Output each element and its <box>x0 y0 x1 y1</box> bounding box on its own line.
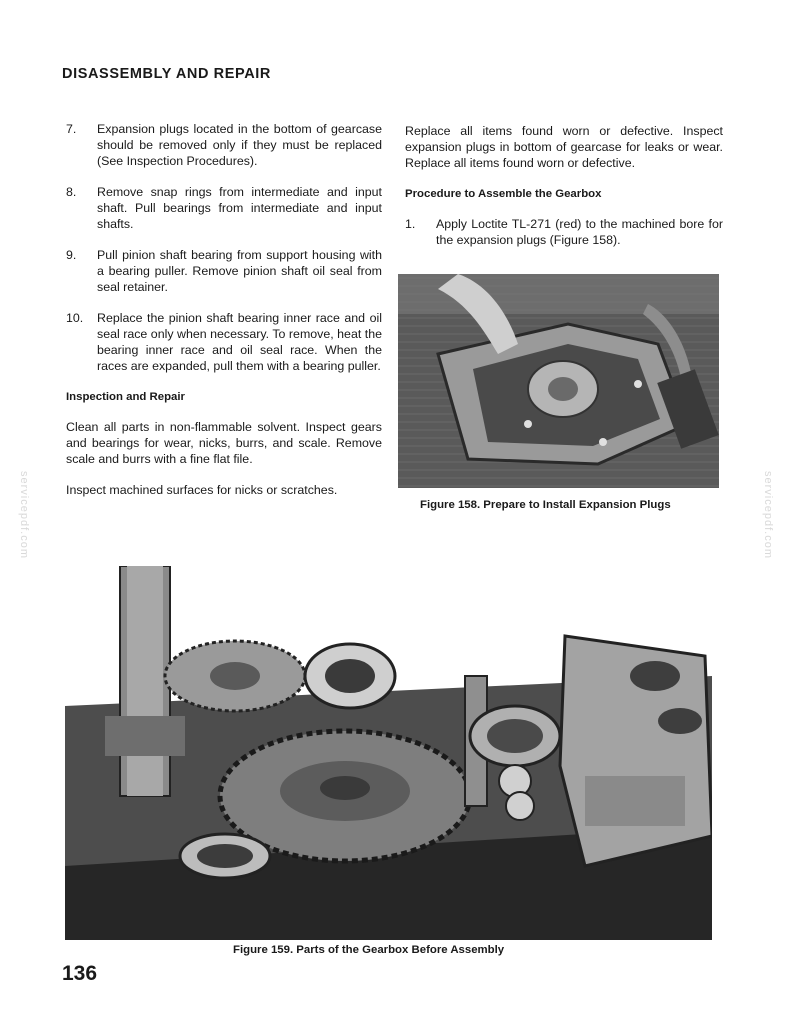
gearbox-parts-photo-illustration <box>65 566 712 940</box>
assemble-heading: Procedure to Assemble the Gearbox <box>405 188 602 200</box>
step-text: Remove snap rings from intermediate and input shaft. Pull bearings from intermediate and input shafts. <box>97 185 382 231</box>
step-number: 1. <box>405 217 416 231</box>
inspection-heading: Inspection and Repair <box>66 391 185 403</box>
step-7 <box>66 121 382 169</box>
step-number: 9. <box>66 248 77 262</box>
step-text: Apply Loctite TL-271 (red) to the machined bore for the expansion plugs (Figure 158). <box>436 217 723 247</box>
left-column <box>66 121 382 513</box>
step-number: 7. <box>66 122 77 136</box>
page-title: DISASSEMBLY AND REPAIR <box>62 66 271 82</box>
step-9 <box>66 247 382 295</box>
watermark-right: servicepdf.com <box>762 471 774 559</box>
step-number: 8. <box>66 185 77 199</box>
gearcase-photo-illustration <box>398 274 719 488</box>
inspection-paragraph: Clean all parts in non-flammable solvent. Inspect gears and bearings for wear, nicks, burrs, and scale. Remove scale and burrs with a fine flat file. <box>66 420 382 466</box>
right-column <box>405 123 723 263</box>
inspection-paragraph: Inspect machined surfaces for nicks or scratches. <box>66 483 338 497</box>
step-text: Expansion plugs located in the bottom of gearcase should be removed only if they must be replaced (See Inspection Procedures). <box>97 122 382 168</box>
figure-158-caption: Figure 158. Prepare to Install Expansion Plugs <box>420 499 671 511</box>
step-text: Replace the pinion shaft bearing inner race and oil seal race only when necessary. To remove, heat the bearing inner race and oil seal race. When the races are expanded, pull them with a bearing puller. <box>97 311 382 373</box>
step-8 <box>66 184 382 232</box>
page-number: 136 <box>62 962 98 985</box>
step-number: 10. <box>66 311 84 325</box>
figure-159-photo <box>65 566 712 940</box>
figure-158-photo <box>398 274 719 488</box>
assemble-step-1 <box>405 216 723 248</box>
watermark-left: servicepdf.com <box>18 471 30 559</box>
step-10 <box>66 310 382 374</box>
figure-159-caption: Figure 159. Parts of the Gearbox Before Assembly <box>233 944 505 956</box>
intro-paragraph: Replace all items found worn or defective. Inspect expansion plugs in bottom of gearcase for leaks or wear. Replace all items found worn or defective. <box>405 124 723 170</box>
step-text: Pull pinion shaft bearing from support housing with a bearing puller. Remove pinion shaft oil seal from seal retainer. <box>97 248 382 294</box>
